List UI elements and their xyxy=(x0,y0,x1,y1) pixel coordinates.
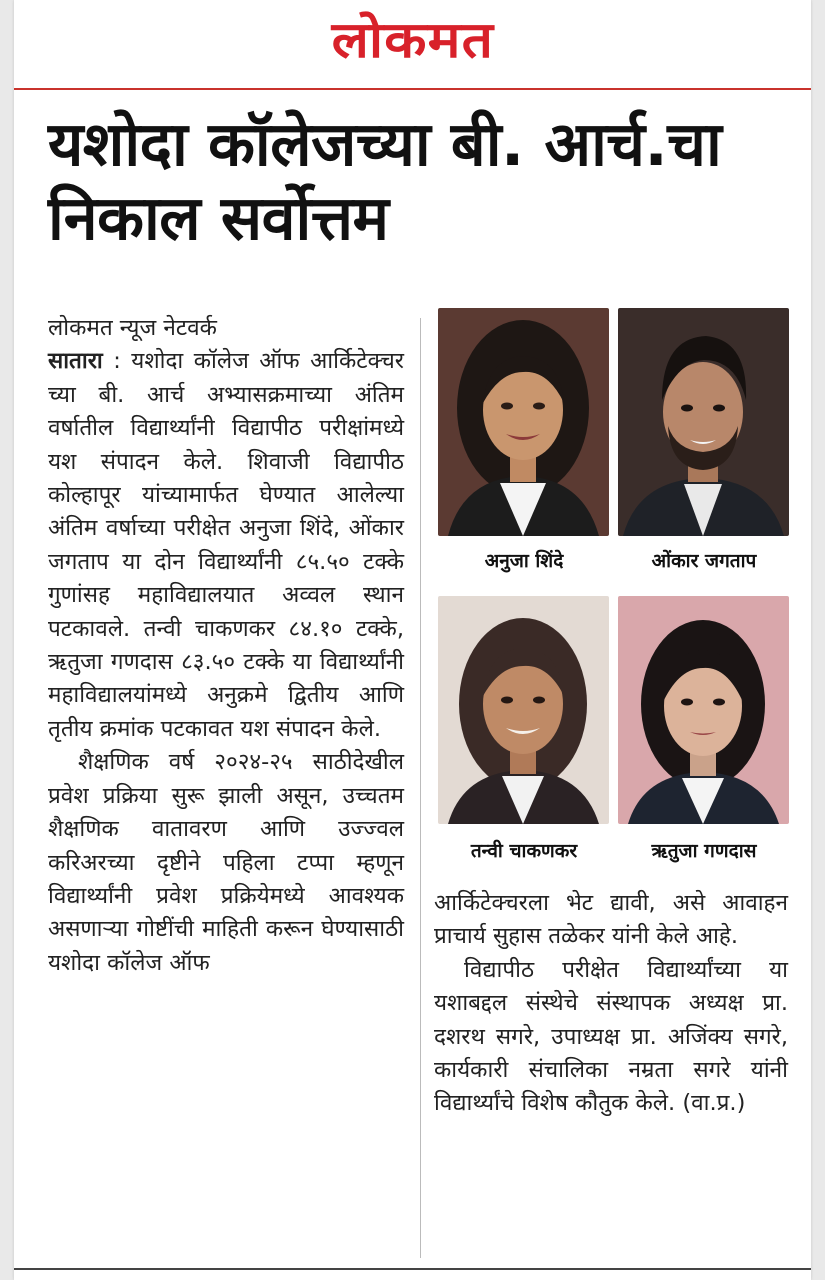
column-divider xyxy=(420,318,421,1258)
byline: लोकमत न्यूज नेटवर्क xyxy=(48,315,217,341)
headline: यशोदा कॉलेजच्या बी. आर्च.चा निकाल सर्वोत्तम xyxy=(48,109,722,254)
article-column-right xyxy=(434,887,788,1121)
photo-omkar-jagtap xyxy=(618,308,789,536)
masthead xyxy=(14,0,811,88)
paragraph-4: विद्यापीठ परीक्षेत विद्यार्थ्यांच्या या यशाबद्दल संस्थेचे संस्थापक अध्यक्ष प्रा. दशरथ सगरे, उपाध्यक्ष प्रा. अजिंक्य सगरे, कार्यकारी संचालिका नम्रता सगरे यांनी विद्यार्थ्यांचे विशेष कौतुक केले. (वा.प्र.) xyxy=(434,956,788,1117)
caption-anuja-shinde: अनुजा शिंदे xyxy=(484,550,564,572)
portrait-image xyxy=(438,596,609,824)
paragraph-2: शैक्षणिक वर्ष २०२४-२५ साठीदेखील प्रवेश प्रक्रिया सुरू झाली असून, उच्चतम शैक्षणिक वातावरण आणि उज्ज्वल करिअरच्या दृष्टीने पहिला टप्पा म्हणून विद्यार्थ्यांनी प्रवेश प्रक्रियेमध्ये आवश्यक असणाऱ्या गोष्टींची माहिती करून घेण्यासाठी यशोदा कॉलेज ऑफ xyxy=(48,749,404,976)
bottom-rule xyxy=(14,1268,811,1270)
lokmat-logo: लोकमत xyxy=(331,11,494,69)
newspaper-clipping xyxy=(14,0,811,1280)
caption-rutuja-gandas: ऋतुजा गणदास xyxy=(651,840,757,862)
portrait-image xyxy=(618,596,789,824)
caption-tanvi-chakankar: तन्वी चाकणकर xyxy=(470,840,578,862)
dateline: सातारा xyxy=(48,348,103,375)
portrait-image xyxy=(618,308,789,536)
photo-tanvi-chakankar xyxy=(438,596,609,824)
photo-rutuja-gandas xyxy=(618,596,789,824)
article-column-left xyxy=(48,312,404,980)
masthead-rule xyxy=(14,88,811,90)
caption-omkar-jagtap: ओंकार जगताप xyxy=(651,550,757,572)
portrait-image xyxy=(438,308,609,536)
paragraph-1 xyxy=(48,345,404,746)
photo-anuja-shinde xyxy=(438,308,609,536)
paragraph-3: आर्किटेक्चरला भेट द्यावी, असे आवाहन प्राचार्य सुहास तळेकर यांनी केले आहे. xyxy=(434,890,788,950)
paragraph-1-text: : यशोदा कॉलेज ऑफ आर्किटेक्चर च्या बी. आर्च अभ्यासक्रमाच्या अंतिम वर्षातील विद्यार्थ्यांनी विद्यापीठ परीक्षांमध्ये यश संपादन केले. शिवाजी विद्यापीठ कोल्हापूर यांच्यामार्फत घेण्यात आलेल्या अंतिम वर्षाच्या परीक्षेत अनुजा शिंदे, ओंकार जगताप या दोन विद्यार्थ्यांनी ८५.५० टक्के गुणांसह महाविद्यालयात अव्वल स्थान पटकावले. तन्वी चाकणकर ८४.१० टक्के, ऋतुजा गणदास ८३.५० टक्के या विद्यार्थ्यांनी महाविद्यालयांमध्ये अनुक्रमे द्वितीय आणि तृतीय क्रमांक पटकावत यश संपादन केले. xyxy=(48,348,404,742)
